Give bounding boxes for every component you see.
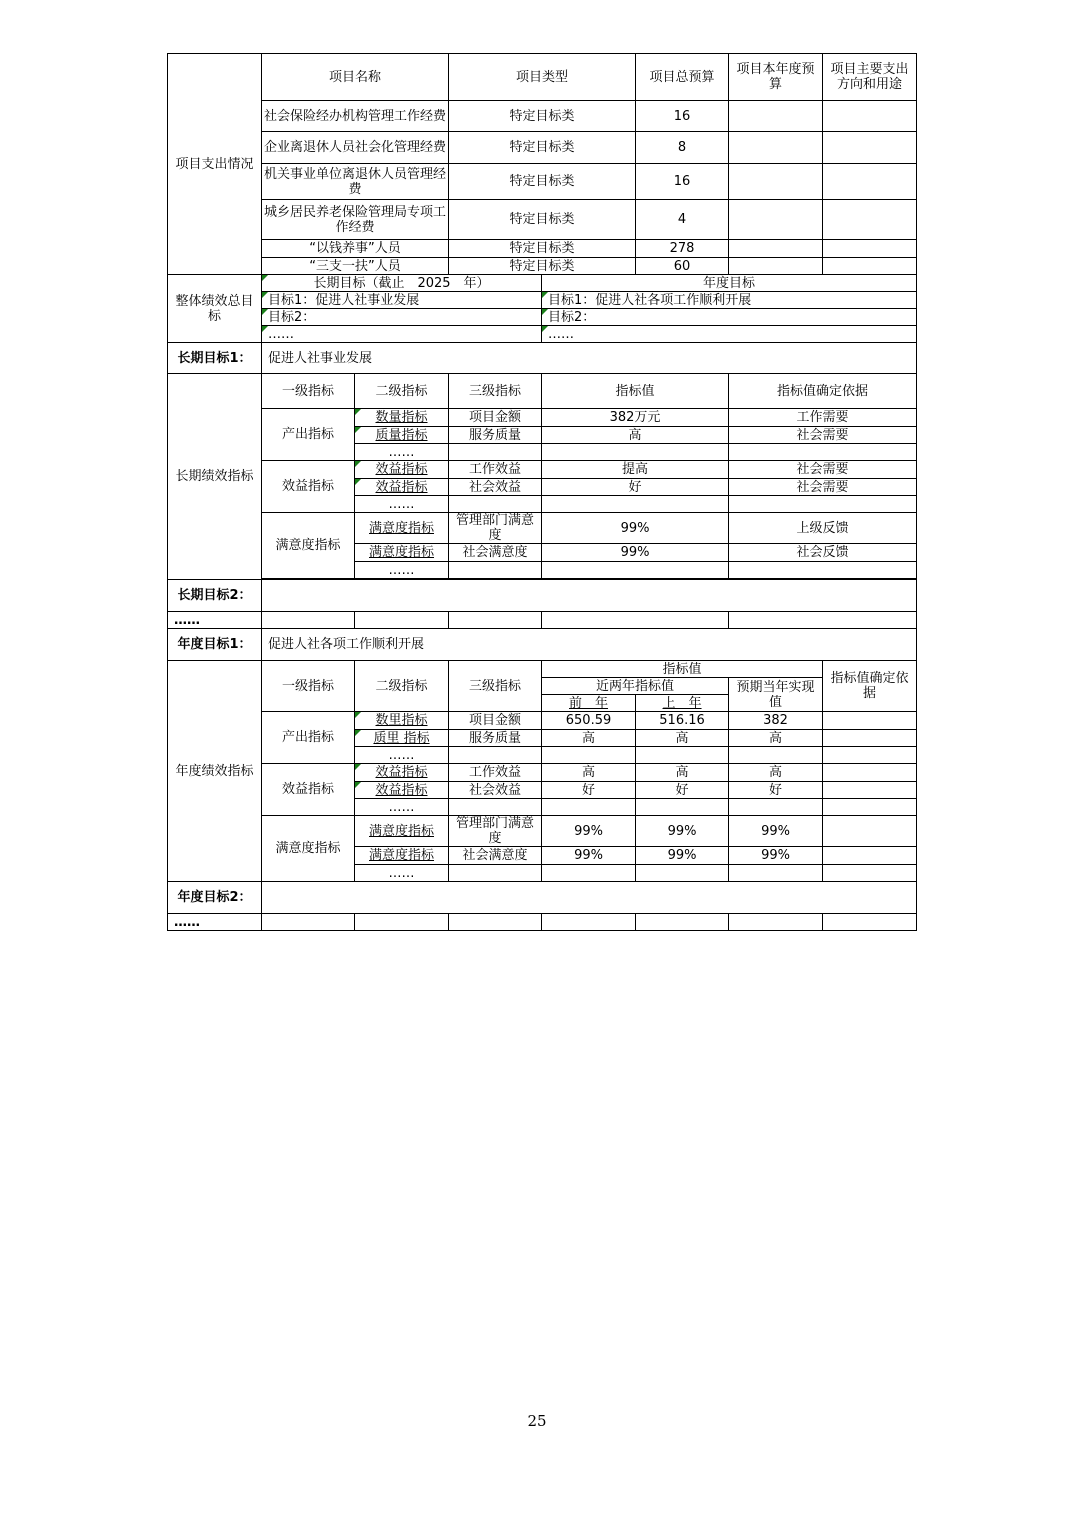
value-prev1	[636, 865, 729, 882]
value-expected: 好	[729, 782, 823, 799]
annual-perf-section-label: 年度绩效指标	[168, 661, 262, 882]
level1-output: 产出指标	[262, 409, 355, 461]
header-spending-direction: 项目主要支出方向和用途	[823, 54, 917, 101]
project-type: 特定目标类	[449, 258, 636, 275]
value-expected: 99%	[729, 816, 823, 847]
value-expected: 高	[729, 764, 823, 782]
header-basis: 指标值确定依据	[823, 661, 917, 712]
annual-goal2-text	[262, 882, 917, 914]
level3-cell	[449, 562, 542, 579]
level3-cell: 社会效益	[449, 782, 542, 799]
value-prev2: 99%	[542, 847, 636, 865]
level1-satisfaction: 满意度指标	[262, 816, 355, 882]
project-type: 特定目标类	[449, 240, 636, 258]
annual-ellipsis-row: ……	[168, 914, 262, 931]
level1-output: 产出指标	[262, 712, 355, 764]
value-prev1: 高	[636, 764, 729, 782]
value-prev1	[636, 747, 729, 764]
performance-table	[167, 53, 917, 931]
empty-cell	[355, 914, 449, 931]
project-annual-budget	[729, 101, 823, 132]
value-prev1: 516.16	[636, 712, 729, 730]
long-goal2-text	[262, 580, 917, 612]
level2-ellipsis: ……	[355, 799, 449, 816]
page-number: 25	[527, 1412, 547, 1430]
basis-cell: 工作需要	[729, 409, 917, 427]
long-goal1-text: 促进人社事业发展	[262, 343, 917, 374]
value-prev2: 高	[542, 764, 636, 782]
header-project-name: 项目名称	[262, 54, 449, 101]
project-type: 特定目标类	[449, 164, 636, 200]
value-prev1: 好	[636, 782, 729, 799]
project-direction	[823, 200, 917, 240]
project-direction	[823, 164, 917, 200]
level2-cell: 效益指标	[355, 479, 449, 496]
project-name: 企业离退休人员社会化管理经费	[262, 132, 449, 164]
value-prev1: 99%	[636, 816, 729, 847]
value-prev2	[542, 747, 636, 764]
empty-cell	[823, 914, 917, 931]
header-level1: 一级指标	[262, 661, 355, 712]
level3-cell	[449, 496, 542, 513]
project-budget: 8	[636, 132, 729, 164]
project-name: “以钱养事”人员	[262, 240, 449, 258]
level3-cell: 社会效益	[449, 479, 542, 496]
value-expected: 382	[729, 712, 823, 730]
project-type: 特定目标类	[449, 200, 636, 240]
basis-cell	[823, 799, 917, 816]
project-annual-budget	[729, 164, 823, 200]
empty-cell	[449, 612, 542, 629]
empty-cell	[729, 612, 917, 629]
level2-ellipsis: ……	[355, 444, 449, 461]
project-type: 特定目标类	[449, 101, 636, 132]
level3-cell: 项目金额	[449, 712, 542, 730]
level3-cell	[449, 865, 542, 882]
level3-cell: 社会满意度	[449, 847, 542, 865]
long-goal-item: 目标1：促进人社事业发展	[262, 292, 542, 309]
project-annual-budget	[729, 132, 823, 164]
project-annual-budget	[729, 240, 823, 258]
header-total-budget: 项目总预算	[636, 54, 729, 101]
level2-cell: 效益指标	[355, 461, 449, 479]
empty-cell	[542, 612, 729, 629]
value-expected	[729, 865, 823, 882]
header-prev1: 上 年	[636, 695, 729, 712]
basis-cell: 社会反馈	[729, 544, 917, 562]
level2-cell: 效益指标	[355, 782, 449, 799]
annual-goal-item: 目标1：促进人社各项工作顺利开展	[542, 292, 917, 309]
header-level3: 三级指标	[449, 661, 542, 712]
value-cell: 好	[542, 479, 729, 496]
value-prev2	[542, 865, 636, 882]
empty-cell	[636, 914, 729, 931]
value-cell: 高	[542, 427, 729, 444]
level3-cell: 工作效益	[449, 461, 542, 479]
empty-cell	[449, 914, 542, 931]
basis-cell	[823, 730, 917, 747]
basis-cell	[823, 847, 917, 865]
value-cell: 382万元	[542, 409, 729, 427]
level2-cell: 数里指标	[355, 712, 449, 730]
header-value: 指标值	[542, 374, 729, 409]
project-direction	[823, 258, 917, 275]
value-cell: 99%	[542, 513, 729, 544]
value-expected: 99%	[729, 847, 823, 865]
level2-ellipsis: ……	[355, 865, 449, 882]
long-ellipsis-row: ……	[168, 612, 262, 629]
header-level3: 三级指标	[449, 374, 542, 409]
basis-cell	[823, 782, 917, 799]
level1-benefit: 效益指标	[262, 764, 355, 816]
project-direction	[823, 101, 917, 132]
level2-cell: 满意度指标	[355, 544, 449, 562]
annual-goal-item: ……	[542, 326, 917, 343]
level2-cell: 效益指标	[355, 764, 449, 782]
header-level1: 一级指标	[262, 374, 355, 409]
annual-goal-item: 目标2：	[542, 309, 917, 326]
empty-cell	[542, 914, 636, 931]
project-budget: 60	[636, 258, 729, 275]
value-prev2: 好	[542, 782, 636, 799]
level3-cell	[449, 444, 542, 461]
empty-cell	[729, 914, 823, 931]
level2-cell: 质里 指标	[355, 730, 449, 747]
annual-goal1-text: 促进人社各项工作顺利开展	[262, 629, 917, 661]
annual-header: 年度目标	[542, 275, 917, 292]
value-prev1: 高	[636, 730, 729, 747]
value-prev2: 650.59	[542, 712, 636, 730]
level3-cell: 管理部门满意度	[449, 513, 542, 544]
basis-cell	[823, 764, 917, 782]
level2-cell: 质量指标	[355, 427, 449, 444]
annual-goal1-label: 年度目标1：	[168, 629, 262, 661]
long-goal-item: 目标2：	[262, 309, 542, 326]
overall-section-label: 整体绩效总目标	[168, 275, 262, 343]
level2-ellipsis: ……	[355, 562, 449, 579]
project-name: “三支一扶”人员	[262, 258, 449, 275]
level3-cell: 社会满意度	[449, 544, 542, 562]
level2-cell: 满意度指标	[355, 513, 449, 544]
header-value: 指标值	[542, 661, 823, 678]
header-recent-years: 近两年指标值	[542, 678, 729, 695]
long-goal1-label: 长期目标1：	[168, 343, 262, 374]
value-cell	[542, 562, 729, 579]
header-basis: 指标值确定依据	[729, 374, 917, 409]
value-prev2: 高	[542, 730, 636, 747]
basis-cell	[729, 444, 917, 461]
long-goal-item: ……	[262, 326, 542, 343]
basis-cell	[823, 816, 917, 847]
empty-cell	[262, 612, 355, 629]
long-perf-section-label: 长期绩效指标	[168, 374, 262, 580]
project-budget: 278	[636, 240, 729, 258]
value-cell	[542, 444, 729, 461]
basis-cell: 社会需要	[729, 479, 917, 496]
level3-cell: 服务质量	[449, 427, 542, 444]
basis-cell	[729, 562, 917, 579]
project-budget: 16	[636, 101, 729, 132]
empty-cell	[355, 612, 449, 629]
project-budget: 16	[636, 164, 729, 200]
level3-cell: 项目金额	[449, 409, 542, 427]
level3-cell	[449, 747, 542, 764]
long-goal2-label: 长期目标2：	[168, 580, 262, 612]
value-prev2	[542, 799, 636, 816]
long-term-header: 长期目标（截止 2025 年）	[262, 275, 542, 292]
project-budget: 4	[636, 200, 729, 240]
value-expected	[729, 799, 823, 816]
level3-cell: 工作效益	[449, 764, 542, 782]
header-prev2: 前 年	[542, 695, 636, 712]
level3-cell	[449, 799, 542, 816]
project-direction	[823, 240, 917, 258]
value-cell: 提高	[542, 461, 729, 479]
level2-cell: 满意度指标	[355, 847, 449, 865]
basis-cell: 上级反馈	[729, 513, 917, 544]
project-name: 社会保险经办机构管理工作经费	[262, 101, 449, 132]
level2-ellipsis: ……	[355, 496, 449, 513]
header-level2: 二级指标	[355, 374, 449, 409]
basis-cell	[823, 712, 917, 730]
level2-cell: 数量指标	[355, 409, 449, 427]
value-expected	[729, 747, 823, 764]
value-prev1: 99%	[636, 847, 729, 865]
header-project-type: 项目类型	[449, 54, 636, 101]
project-type: 特定目标类	[449, 132, 636, 164]
expense-section-label: 项目支出情况	[168, 54, 262, 275]
project-name: 机关事业单位离退休人员管理经费	[262, 164, 449, 200]
basis-cell	[823, 865, 917, 882]
header-annual-budget: 项目本年度预算	[729, 54, 823, 101]
level1-satisfaction: 满意度指标	[262, 513, 355, 579]
value-prev2: 99%	[542, 816, 636, 847]
header-level2: 二级指标	[355, 661, 449, 712]
header-expected: 预期当年实现值	[729, 678, 823, 712]
value-cell	[542, 496, 729, 513]
value-prev1	[636, 799, 729, 816]
annual-goal2-label: 年度目标2：	[168, 882, 262, 914]
level3-cell: 管理部门满意度	[449, 816, 542, 847]
level2-cell: 满意度指标	[355, 816, 449, 847]
basis-cell	[823, 747, 917, 764]
project-name: 城乡居民养老保险管理局专项工作经费	[262, 200, 449, 240]
project-annual-budget	[729, 258, 823, 275]
level2-ellipsis: ……	[355, 747, 449, 764]
empty-cell	[262, 914, 355, 931]
level1-benefit: 效益指标	[262, 461, 355, 513]
project-annual-budget	[729, 200, 823, 240]
level3-cell: 服务质量	[449, 730, 542, 747]
value-cell: 99%	[542, 544, 729, 562]
basis-cell: 社会需要	[729, 427, 917, 444]
basis-cell: 社会需要	[729, 461, 917, 479]
project-direction	[823, 132, 917, 164]
basis-cell	[729, 496, 917, 513]
value-expected: 高	[729, 730, 823, 747]
